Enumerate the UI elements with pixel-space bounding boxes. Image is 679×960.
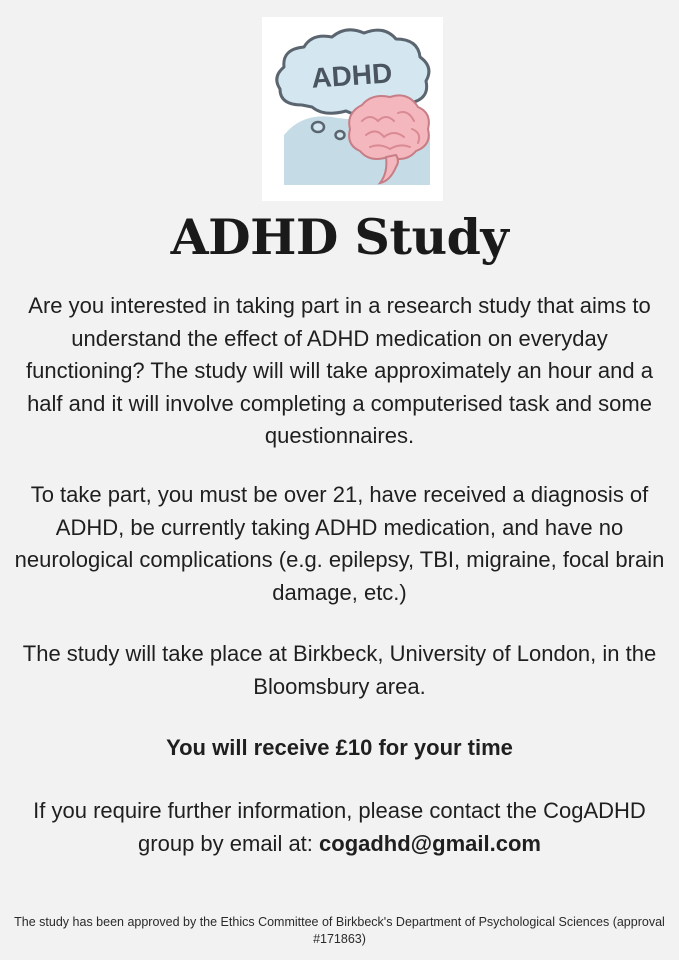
ethics-approval-footer: The study has been approved by the Ethics Committee of Birkbeck's Department of Psychological Sciences (approval #171863)	[14, 915, 665, 946]
page-title: ADHD Study	[170, 208, 509, 266]
logo-text: ADHD	[310, 57, 394, 94]
contact-prefix: If you require further information, please contact the CogADHD group by email at:	[33, 798, 646, 856]
eligibility-paragraph: To take part, you must be over 21, have received a diagnosis of ADHD, be currently taking ADHD medication, and have no neurological complications (e.g. epilepsy, TBI, migraine, focal brain damage, etc.)	[14, 482, 665, 605]
reward-text: You will receive £10 for your time	[166, 735, 513, 760]
adhd-logo	[262, 17, 443, 201]
location-paragraph: The study will take place at Birkbeck, University of London, in the Bloomsbury area.	[22, 641, 657, 699]
contact-email-link[interactable]: cogadhd@gmail.com	[319, 830, 541, 856]
adhd-brain-thought-bubble-icon	[262, 17, 443, 201]
intro-paragraph: Are you interested in taking part in a research study that aims to understand the effect of ADHD medication on everyday functioning? The study will will take approximately an hour and a half and it will involve completing a computerised task and some questionnaires.	[26, 293, 653, 448]
contact-paragraph	[10, 795, 669, 860]
